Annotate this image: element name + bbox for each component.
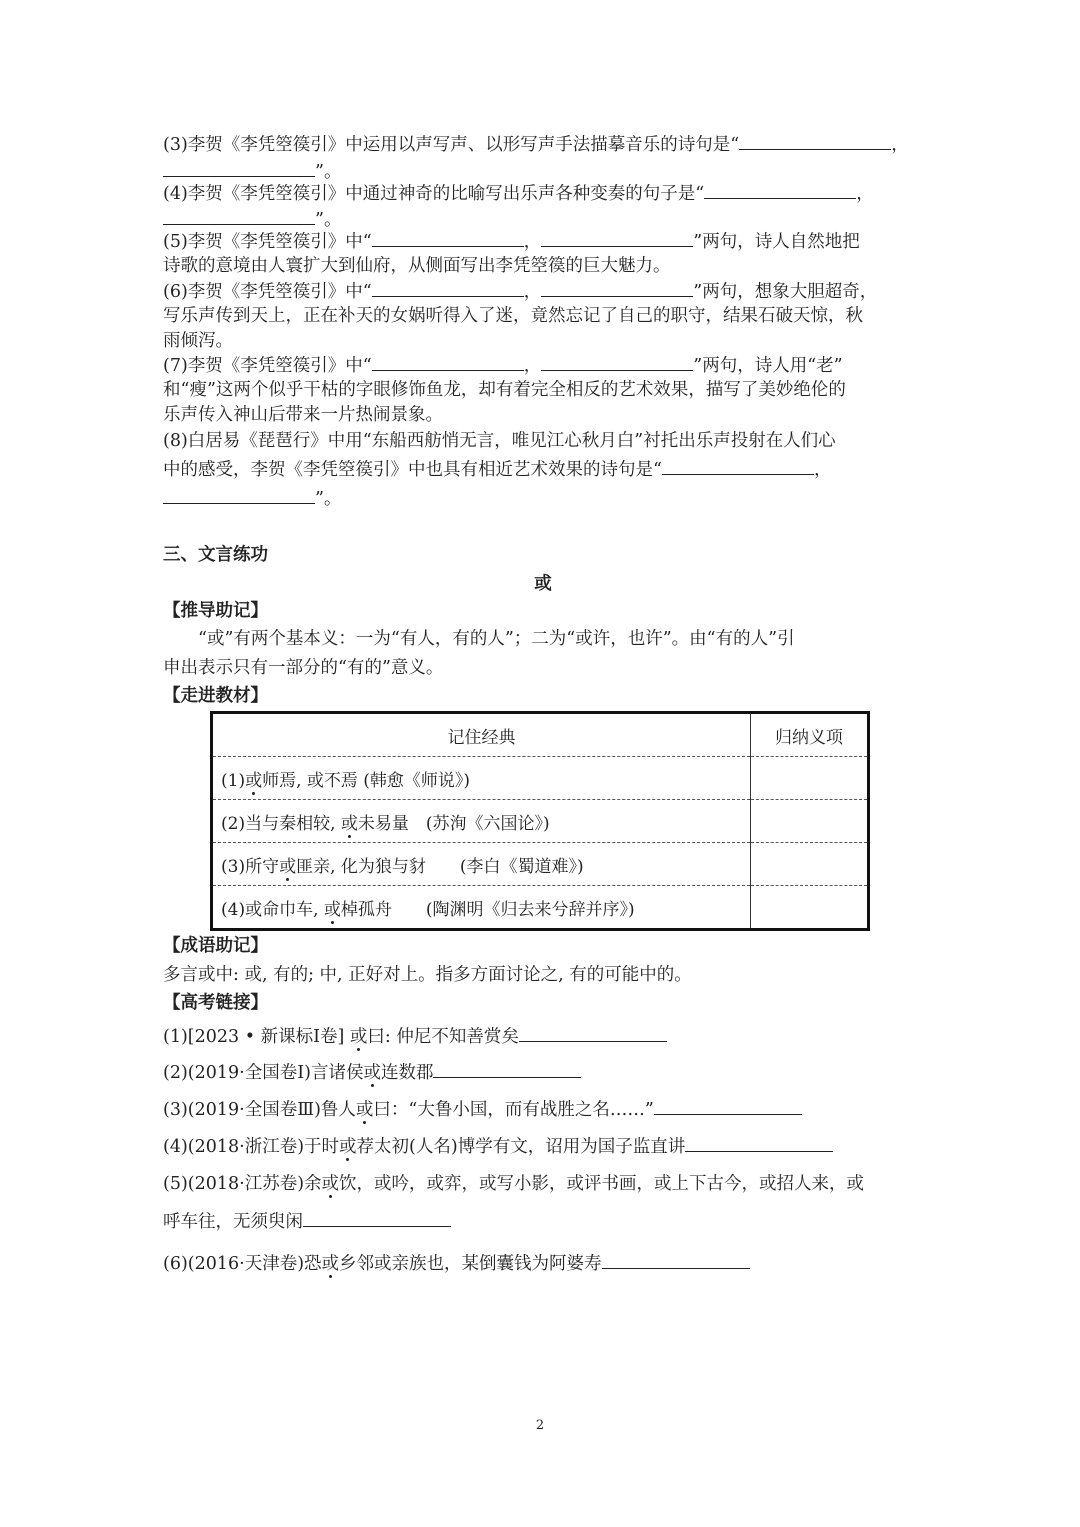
dotted-char: 或	[321, 1174, 340, 1194]
answer-cell[interactable]	[751, 757, 869, 800]
question-3-line-1: (3)李贺《李凭箜篌引》中运用以声写声、以形写声手法描摹音乐的诗句是“ ，	[163, 131, 909, 158]
jiaocai-table	[210, 711, 870, 931]
chengyu-label: 【成语助记】	[163, 936, 268, 956]
table-cell: (3)所守或匪亲, 化为狼与豺 (李白《蜀道难》)	[212, 843, 751, 886]
dotted-char: 或	[279, 856, 297, 877]
table-row	[212, 886, 869, 930]
question-4-line-2: ”。	[163, 206, 341, 233]
question-4-line-1: (4)李贺《李凭箜篌引》中通过神奇的比喻写出乐声各种变奏的句子是“ ，	[163, 180, 874, 207]
answer-blank[interactable]	[372, 228, 524, 247]
answer-blank[interactable]	[662, 456, 814, 475]
gaokao-item-6: (6)(2016·天津卷)恐或乡邻或亲族也，某倒囊钱为阿婆寿	[163, 1250, 750, 1277]
table-row	[212, 800, 869, 843]
answer-blank[interactable]	[163, 206, 315, 225]
chengyu-text: 多言或中: 或, 有的; 中, 正好对上。指多方面讨论之, 有的可能中的。	[163, 965, 692, 985]
answer-blank[interactable]	[303, 1208, 451, 1227]
dotted-char: 或	[355, 1100, 374, 1120]
dotted-char: 或	[323, 899, 341, 920]
table-cell: (4)或命巾车, 或棹孤舟 (陶渊明《归去来兮辞并序》)	[212, 886, 751, 930]
answer-blank[interactable]	[541, 278, 693, 297]
dotted-char: 或	[321, 1254, 340, 1274]
question-3-line-2: ”。	[163, 158, 341, 185]
question-6-line-1: (6)李贺《李凭箜篌引》中“ ， ”两句，想象大胆超奇，	[163, 278, 877, 305]
answer-blank[interactable]	[739, 131, 891, 150]
table-header: 记住经典	[212, 713, 751, 757]
gaokao-item-1: (1)[2023 • 新课标Ⅰ卷] 或曰: 仲尼不知善赏矣	[163, 1023, 667, 1050]
question-5-line-1: (5)李贺《李凭箜篌引》中“ ， ”两句，诗人自然地把	[163, 228, 860, 255]
dotted-char: 或	[349, 1027, 368, 1047]
question-6-line-2: 写乐声传到天上，正在补天的女娲听得入了迷，竟然忘记了自己的职守，结果石破天惊，秋	[163, 306, 863, 326]
answer-blank[interactable]	[602, 1250, 750, 1269]
table-cell: (1)或师焉, 或不焉 (韩愈《师说》)	[212, 757, 751, 800]
dotted-char: 或	[245, 770, 263, 791]
answer-blank[interactable]	[433, 1059, 581, 1078]
dotted-char: 或	[340, 813, 358, 834]
answer-cell[interactable]	[751, 800, 869, 843]
answer-blank[interactable]	[372, 278, 524, 297]
answer-blank[interactable]	[685, 1133, 833, 1152]
table-header-row	[212, 713, 869, 757]
table-row	[212, 843, 869, 886]
page-number: 2	[535, 1418, 545, 1433]
question-5-line-2: 诗歌的意境由人寰扩大到仙府，从侧面写出李凭箜篌的巨大魅力。	[163, 256, 671, 276]
word-title: 或	[534, 574, 552, 594]
question-8-line-3: ”。	[163, 485, 341, 512]
tuidao-line-1: “或”有两个基本义：一为“有人，有的人”；二为“或许，也许”。由“有的人”引	[198, 629, 795, 649]
answer-blank[interactable]	[654, 1096, 802, 1115]
question-8-line-1: (8)白居易《琵琶行》中用“东船西舫悄无言，唯见江心秋月白”衬托出乐声投射在人们心	[163, 431, 836, 451]
answer-blank[interactable]	[519, 1023, 667, 1042]
dotted-char: 或	[363, 1063, 381, 1083]
dotted-char: 或	[339, 1137, 357, 1157]
tuidao-line-2: 申出表示只有一部分的“有的”意义。	[163, 658, 444, 678]
gaokao-item-2: (2)(2019·全国卷Ⅰ)言诸侯或连数郡	[163, 1059, 581, 1086]
jiaocai-label: 【走进教材】	[163, 686, 268, 706]
question-7-line-1: (7)李贺《李凭箜篌引》中“ ， ”两句，诗人用“老”	[163, 352, 843, 379]
answer-cell[interactable]	[751, 843, 869, 886]
question-6-line-3: 雨倾泻。	[163, 331, 233, 351]
table-row	[212, 757, 869, 800]
answer-blank[interactable]	[541, 228, 693, 247]
table-header: 归纳义项	[751, 713, 869, 757]
table-cell: (2)当与秦相较, 或未易量 (苏洵《六国论》)	[212, 800, 751, 843]
answer-blank[interactable]	[372, 352, 524, 371]
answer-blank[interactable]	[541, 352, 693, 371]
gaokao-label: 【高考链接】	[163, 993, 268, 1013]
gaokao-item-4: (4)(2018·浙江卷)于时或荐太初(人名)博学有文，诏用为国子监直讲	[163, 1133, 833, 1160]
question-7-line-2: 和“瘦”这两个似乎干枯的字眼修饰鱼龙，却有着完全相反的艺术效果，描写了美妙绝伦的	[163, 380, 846, 400]
section-heading: 三、文言练功	[163, 545, 268, 565]
answer-blank[interactable]	[704, 180, 856, 199]
question-7-line-3: 乐声传入神山后带来一片热闹景象。	[163, 405, 443, 425]
answer-blank[interactable]	[163, 158, 315, 177]
question-8-line-2: 中的感受，李贺《李凭箜篌引》中也具有相近艺术效果的诗句是“ ，	[163, 456, 831, 483]
answer-blank[interactable]	[163, 485, 315, 504]
gaokao-item-3: (3)(2019·全国卷Ⅲ)鲁人或曰：“大鲁小国，而有战胜之名……”	[163, 1096, 802, 1123]
tuidao-label: 【推导助记】	[163, 601, 268, 621]
gaokao-item-5-line-2: 呼车往，无须臾闲	[163, 1208, 451, 1235]
answer-cell[interactable]	[751, 886, 869, 930]
gaokao-item-5-line-1: (5)(2018·江苏卷)余或饮，或吟，或弈，或写小影，或评书画，或上下古今，或招人来，或	[163, 1174, 865, 1194]
